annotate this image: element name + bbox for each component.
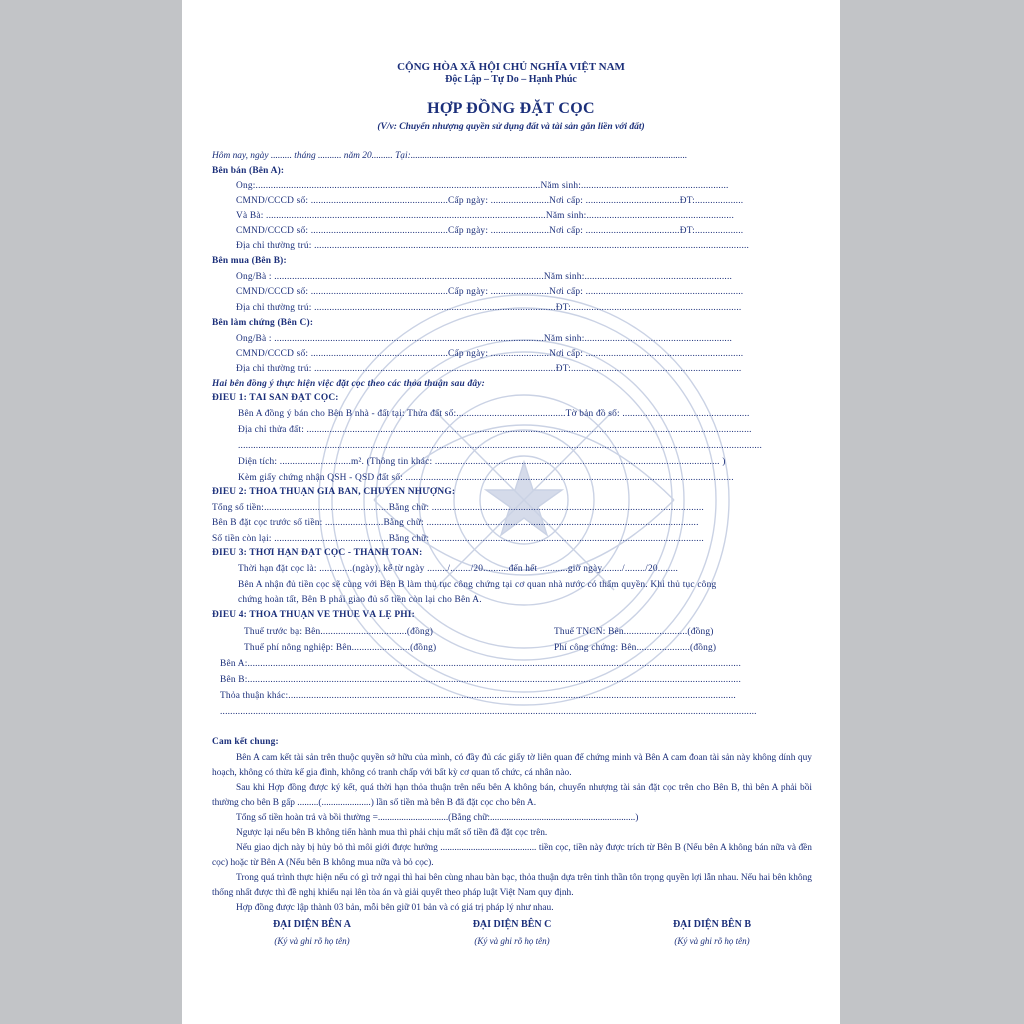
signature-note: (Ký và ghi rõ họ tên) [274, 936, 350, 946]
contract-line: Bên làm chứng (Bên C): [212, 318, 314, 328]
signature-title: ĐẠI DIỆN BÊN C [472, 919, 552, 930]
contract-line: ĐIỀU 3: THỜI HẠN ĐẶT CỌC - THANH TOÁN: [212, 548, 423, 558]
commitment-paragraph: Hợp đồng được lập thành 03 bản, mỗi bên giữ 01 bản và có giá trị pháp lý như nhau. [236, 903, 554, 913]
contract-line: Phí công chứng: Bên.....................(đồng) [554, 643, 717, 653]
contract-line: Bên A đồng ý bán cho Bên B nhà - đất tại: Thửa đất số:...........................................Tờ bản đồ số: .................................................. [238, 409, 750, 419]
commitment-paragraph: Ngược lại nếu bên B không tiến hành mua thì phải chịu mất số tiền đã đặt cọc trên. [236, 828, 548, 838]
contract-line: Địa chỉ thường trú: ...............................................................................................ĐT:................................................................... [236, 364, 742, 374]
contract-line: Hai bên đồng ý thực hiện việc đặt cọc theo các thỏa thuận sau đây: [212, 379, 485, 389]
contract-line: Ông/Bà : ..........................................................................................................Năm sinh:.......................................................... [236, 272, 733, 282]
commitment-paragraph: Sau khi Hợp đồng được ký kết, quá thời hạn thỏa thuận trên nếu bên A không bán, chuyển nhượng tài sản đặt cọc trên cho Bên B, thì bên A phải bồi thường cho bên B gấp .........(.....................) lần số tiền mà bên B đã đặt cọc cho bên A. [212, 783, 812, 808]
contract-line: Kèm giấy chứng nhận QSH - QSD đất số: ................................................................................................................................. [238, 473, 734, 483]
contract-line: Thuế TNCN: Bên.........................(đồng) [554, 627, 714, 637]
contract-line: CMND/CCCD số: ......................................................Cấp ngày: .......................Nơi cấp: .............................................................. [236, 287, 744, 297]
contract-line: .............................................................................................................................................................................................................. [238, 441, 763, 451]
contract-line: ĐIỀU 2: THỎA THUẬN GIÁ BÁN, CHUYỂN NHƯỢNG: [212, 487, 456, 497]
signature-note: (Ký và ghi rõ họ tên) [674, 936, 750, 946]
contract-line: Và Bà: ..............................................................................................................Năm sinh:.......................................................... [236, 211, 734, 221]
contract-line: Bên B:.................................................................................................................................................................................................. [220, 675, 741, 685]
commitment-paragraph: Nếu giao dịch này bị hủy bỏ thì môi giới được hưởng ......................................... tiền cọc, tiền này được trích từ Bên B (Nếu bên A không bán nữa và đền cọc) hoặc từ Bên A (Nếu bên B không mua nữa và bỏ cọc). [212, 843, 812, 868]
country-name: CỘNG HÒA XÃ HỘI CHỦ NGHĨA VIỆT NAM [397, 61, 625, 73]
contract-page [182, 0, 840, 1024]
signature-title: ĐẠI DIỆN BÊN A [272, 919, 352, 930]
contract-line: Thời hạn đặt cọc là: .............(ngày), kể từ ngày ......../......../20..........đến hết ...........giờ ngày......../......../20........ [238, 564, 679, 574]
contract-line: Bên A:.................................................................................................................................................................................................. [220, 659, 741, 669]
contract-line: Ông:................................................................................................................Năm sinh:.......................................................... [236, 181, 729, 191]
contract-line: Thuế trước bạ: Bên..................................(đồng) [244, 627, 434, 637]
contract-line: Ông/Bà : ..........................................................................................................Năm sinh:.......................................................... [236, 334, 733, 344]
contract-line: chứng hoàn tất, Bên B phải giao đủ số tiền còn lại cho Bên A. [238, 595, 482, 605]
contract-title: HỢP ĐỒNG ĐẶT CỌC [427, 100, 595, 117]
contract-subtitle: (V/v: Chuyển nhượng quyền sử dụng đất và tài sản gắn liền với đất) [377, 122, 645, 132]
contract-line: CMND/CCCD số: ......................................................Cấp ngày: .......................Nơi cấp: .....................................ĐT:................... [236, 226, 744, 236]
contract-line: Địa chỉ thửa đất: ............................................................................................................................................................................... [238, 425, 752, 435]
contract-line: Số tiền còn lại: .............................................Bằng chữ: ........................................................................................................... [212, 534, 704, 544]
national-motto: Độc Lập – Tự Do – Hạnh Phúc [445, 74, 577, 85]
signature-title: ĐẠI DIỆN BÊN B [672, 919, 752, 930]
contract-line: Bên B đặt cọc trước số tiền: .......................Bằng chữ: ........................................................................................................... [212, 518, 699, 528]
contract-line: ................................................................................................................................................................................................................... [220, 707, 757, 717]
contract-line: Bên mua (Bên B): [212, 256, 287, 266]
commitment-paragraph: Bên A cam kết tài sản trên thuộc quyền sở hữu của mình, có đầy đủ các giấy tờ liên quan để chứng minh và Bên A cam đoan tài sản này không dính quy hoạch, không có thừa kế gia đình, không có tranh chấp với bất kỳ cơ quan tổ chức, cá nhân nào. [212, 753, 812, 778]
contract-line: CMND/CCCD số: ......................................................Cấp ngày: .......................Nơi cấp: .............................................................. [236, 349, 744, 359]
contract-line: ĐIỀU 4: THỎA THUẬN VỀ THUẾ VÀ LỆ PHÍ: [212, 610, 415, 620]
contract-line: Bên bán (Bên A): [212, 166, 285, 176]
contract-line: Địa chỉ thường trú: ...............................................................................................ĐT:................................................................... [236, 303, 742, 313]
date-place-line: Hôm nay, ngày ......... tháng .......... năm 20......... Tại:...................................................................................................................... [212, 151, 688, 161]
contract-line: ĐIỀU 1: TÀI SẢN ĐẶT CỌC: [212, 393, 339, 403]
commitment-paragraph: Trong quá trình thực hiện nếu có gì trở ngại thì hai bên cùng nhau bàn bạc, thỏa thuận dựa trên tinh thần tôn trọng quyền lợi lẫn nhau. Nếu hai bên không thống nhất được thì đề nghị khiếu nại lên tòa án và giải quyết theo pháp luật Việt Nam quy định. [212, 873, 812, 898]
contract-line: Cam kết chung: [212, 737, 279, 747]
contract-line: Địa chỉ thường trú: ........................................................................................................................................................................... [236, 241, 750, 251]
contract-line: Bên A nhận đủ tiền cọc sẽ cùng với Bên B làm thủ tục công chứng tại cơ quan nhà nước có thẩm quyền. Khi thủ tục công [238, 580, 717, 590]
contract-line: Diện tích: ............................m². (Thông tin khác: ................................................................................................................ ) [238, 457, 726, 467]
contract-line: Tổng số tiền:.................................................Bằng chữ: ........................................................................................................... [212, 503, 704, 513]
contract-line: Thuế phí nông nghiệp: Bên.......................(đồng) [244, 643, 437, 653]
signature-note: (Ký và ghi rõ họ tên) [474, 936, 550, 946]
contract-line: Thỏa thuận khác:................................................................................................................................................................................ [220, 691, 736, 701]
contract-line: CMND/CCCD số: ......................................................Cấp ngày: .......................Nơi cấp: .....................................ĐT:................... [236, 196, 744, 206]
commitment-paragraph: Tổng số tiền hoàn trả và bồi thường =..............................(Bằng chữ:..............................................................) [236, 813, 639, 823]
